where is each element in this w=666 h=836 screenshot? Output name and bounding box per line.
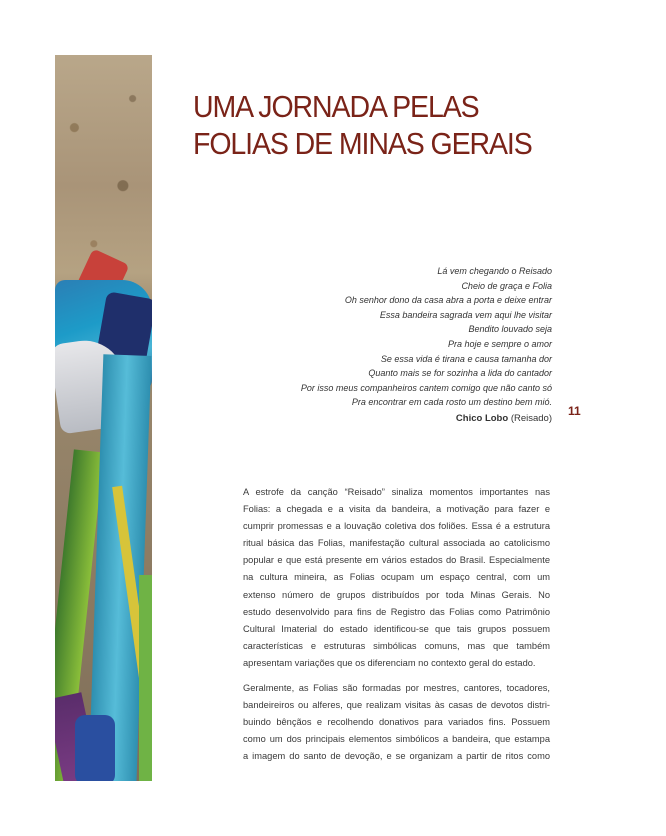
poem-line: Cheio de graça e Folia <box>461 280 552 291</box>
poem-line: Por isso meus companheiros cantem comigo que não canto só <box>300 382 552 393</box>
poem-line: Bendito louvado seja <box>468 324 552 335</box>
body-text <box>243 484 550 774</box>
title-line: FOLIAS DE MINAS GERAIS <box>193 126 532 161</box>
poem-line: Se essa vida é tirana e causa tamanha dor <box>380 353 552 364</box>
text-line: extenso número de grupos distribuídos por toda Minas Gerais. No <box>243 589 550 600</box>
cover-photo-ribbons <box>55 55 152 781</box>
poem-line: Lá vem chegando o Reisado <box>437 266 552 276</box>
poem-line: Essa bandeira sagrada vem aqui lhe visitar <box>379 309 552 320</box>
text-line: como um dos principais elementos simbólicos a bandeira, que estampa <box>243 734 550 745</box>
text-line: A estrofe da canção “Reisado” sinaliza momentos importantes nas <box>243 487 550 497</box>
poem-line: Oh senhor dono da casa abra a porta e deixe entrar <box>344 295 552 306</box>
credit-author: Chico Lobo <box>455 413 509 424</box>
poem-line: Pra encontrar em cada rosto um destino bem mió. <box>351 397 552 408</box>
text-line: ritual básica das Folias, manifestação cultural associada ao catolicismo <box>243 538 550 549</box>
paragraph-1 <box>243 484 550 672</box>
page-title <box>193 88 532 162</box>
poem-line: Pra hoje e sempre o amor <box>447 338 552 349</box>
text-line: apresentam variações que os diferenciam no contexto geral do estado. <box>243 657 536 668</box>
paragraph-2 <box>243 680 550 765</box>
green-ribbon-2 <box>139 575 152 781</box>
title-line: UMA JORNADA PELAS <box>193 89 479 124</box>
epigraph-poem <box>192 264 552 410</box>
text-line: Geralmente, as Folias são formadas por mestres, cantores, tocadores, <box>243 683 550 694</box>
text-line: cumprir promessas e a louvação coletiva dos foliões. Essa é a estrutura <box>243 521 550 532</box>
credit-work: (Reisado) <box>510 413 552 424</box>
text-line: características e estruturas simbólicas comuns, mas que também <box>243 640 550 651</box>
text-line: estudo desenvolvido para fins de Registro das Folias como Patrimônio <box>243 606 550 617</box>
text-line: popular e que está presente em vários estados do Brasil. Especialmente <box>243 555 550 566</box>
page-number: 11 <box>568 404 581 418</box>
text-line: buindo bênçãos e recolhendo donativos para variados fins. Possuem <box>243 717 550 728</box>
text-line: na cultura mineira, as Folias ocupam um espaço central, com um <box>243 572 550 583</box>
text-line: Folias: a chegada e a visita da bandeira, a motivação para fazer e <box>243 504 550 515</box>
dark-blue-ribbon <box>75 715 115 781</box>
text-line: Cultural Imaterial do estado identificou-se que tais grupos possuem <box>243 623 550 634</box>
epigraph-credit <box>456 413 552 424</box>
text-line: a imagem do santo de devoção, e se organizam a partir de ritos como <box>243 751 550 762</box>
poem-line: Quanto mais se for sozinha a lida do cantador <box>368 368 552 379</box>
text-line: bandeireiros ou alferes, que realizam visitas às casas de devotos distri- <box>243 700 550 711</box>
